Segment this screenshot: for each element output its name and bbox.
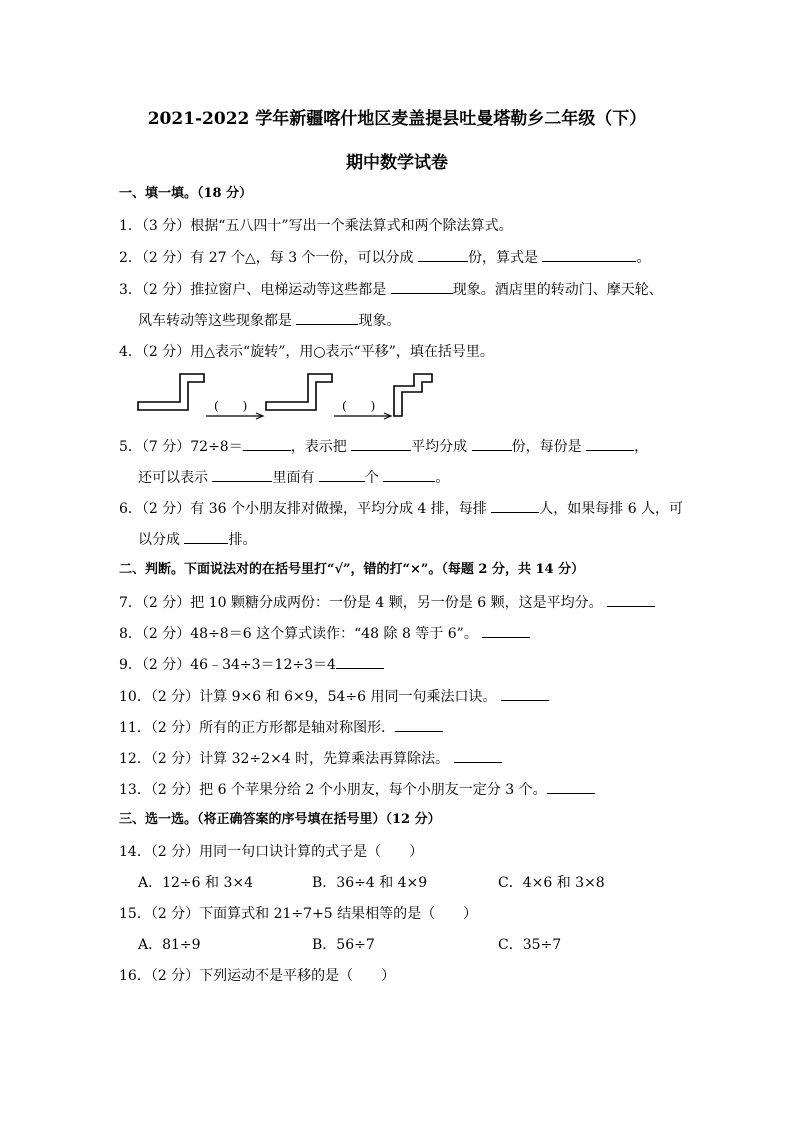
- paren-2: ( ): [342, 399, 376, 413]
- answer-blank[interactable]: [184, 529, 228, 544]
- question-4: 4．（2 分）用△表示“旋转”，用○表示“平移”，填在括号里。: [119, 344, 494, 360]
- question-10: [119, 686, 549, 707]
- answer-blank[interactable]: [501, 686, 549, 701]
- question-6-text-c: 以分成: [138, 532, 180, 548]
- shapes-figure: [136, 372, 436, 422]
- answer-blank[interactable]: [586, 436, 634, 451]
- question-6-line2: [138, 529, 256, 550]
- question-3-text-c: 风车转动等这些现象都是: [138, 313, 292, 329]
- answer-blank[interactable]: [395, 717, 443, 732]
- question-5-text-h: 个: [364, 470, 379, 486]
- question-12-text: 12．（2 分）计算 32÷2×4 时，先算乘法再算除法。: [119, 751, 450, 767]
- answer-blank[interactable]: [243, 436, 291, 451]
- question-5-text-a: 5．（7 分）72÷8＝: [119, 439, 243, 455]
- answer-blank[interactable]: [491, 498, 539, 513]
- question-6-line1: [119, 498, 683, 519]
- answer-blank[interactable]: [383, 467, 435, 482]
- answer-blank[interactable]: [319, 467, 365, 482]
- option-14-c[interactable]: C．4×6 和 3×8: [498, 875, 605, 891]
- option-15-c[interactable]: C．35÷7: [498, 937, 562, 953]
- answer-blank[interactable]: [542, 247, 636, 262]
- question-6-text-b: 人，如果每排 6 人，可: [539, 501, 684, 517]
- step-shape-2: [266, 374, 332, 410]
- question-8-text: 8．（2 分）48÷8＝6 这个算式读作：“48 除 8 等于 6”。: [119, 626, 478, 642]
- question-16: 16．（2 分）下列运动不是平移的是（ ）: [119, 968, 396, 984]
- question-2-text-a: 2．（2 分）有 27 个△，每 3 个一份，可以分成: [119, 250, 414, 266]
- question-13: [119, 779, 595, 800]
- option-14-a[interactable]: A．12÷6 和 3×4: [138, 875, 254, 891]
- answer-blank[interactable]: [212, 467, 272, 482]
- answer-blank[interactable]: [296, 310, 358, 325]
- section-2-header: 二、判断。下面说法对的在括号里打“√”，错的打“×”。（每题 2 分，共 14 分）: [119, 562, 585, 577]
- step-shape-1: [138, 374, 204, 410]
- question-6-text-d: 排。: [228, 532, 257, 548]
- question-5-text-f: 还可以表示: [138, 470, 208, 486]
- answer-blank[interactable]: [482, 623, 530, 638]
- question-7: [119, 592, 655, 613]
- question-6-text-a: 6．（2 分）有 36 个小朋友排对做操，平均分成 4 排，每排: [119, 501, 487, 517]
- question-3-line2: [138, 310, 400, 331]
- answer-blank[interactable]: [547, 779, 595, 794]
- question-5-line2: [138, 467, 449, 488]
- question-2-text-b: 份，算式是: [468, 250, 539, 266]
- section-1-header: 一、填一填。（18 分）: [119, 186, 253, 201]
- answer-blank[interactable]: [472, 436, 512, 451]
- question-8: [119, 623, 530, 644]
- question-7-text: 7．（2 分）把 10 颗糖分成两份：一份是 4 颗，另一份是 6 颗，这是平均分。: [119, 595, 603, 611]
- section-3-header: 三、选一选。（将正确答案的序号填在括号里）（12 分）: [119, 812, 441, 827]
- question-14: 14．（2 分）用同一句口诀计算的式子是（ ）: [119, 844, 424, 860]
- question-13-text: 13．（2 分）把 6 个苹果分给 2 个小朋友，每个小朋友一定分 3 个。: [119, 782, 547, 798]
- option-15-b[interactable]: B．56÷7: [312, 937, 375, 953]
- page-title: 2021-2022 学年新疆喀什地区麦盖提县吐曼塔勒乡二年级（下）: [147, 109, 647, 129]
- question-5-text-i: 。: [435, 470, 450, 486]
- question-11-text: 11．（2 分）所有的正方形都是轴对称图形．: [119, 720, 396, 736]
- question-1: 1．（3 分）根据“五八四十”写出一个乘法算式和两个除法算式。: [119, 218, 513, 234]
- question-5-text-e: ，: [634, 439, 649, 455]
- option-14-b[interactable]: B．36÷4 和 4×9: [312, 875, 428, 891]
- answer-blank[interactable]: [607, 592, 655, 607]
- question-3-text-d: 现象。: [358, 313, 401, 329]
- question-9: [119, 654, 384, 675]
- question-9-text: 9．（2 分）46﹣34÷3＝12÷3＝4: [119, 657, 336, 673]
- step-shape-3: [394, 374, 432, 416]
- paren-1: ( ): [214, 399, 248, 413]
- page-subtitle: 期中数学试卷: [346, 153, 448, 173]
- question-5-line1: [119, 436, 648, 457]
- question-15: 15．（2 分）下面算式和 21÷7+5 结果相等的是（ ）: [119, 906, 478, 922]
- question-5-text-d: 份，每份是: [511, 439, 582, 455]
- answer-blank[interactable]: [418, 247, 468, 262]
- question-5-text-c: 平均分成: [411, 439, 468, 455]
- question-10-text: 10．（2 分）计算 9×6 和 6×9，54÷6 用同一句乘法口诀。: [119, 689, 497, 705]
- question-5-text-b: ，表示把: [290, 439, 347, 455]
- answer-blank[interactable]: [454, 748, 502, 763]
- question-2: [119, 247, 650, 268]
- option-15-a[interactable]: A．81÷9: [138, 937, 201, 953]
- question-3-text-a: 3．（2 分）推拉窗户、电梯运动等这些都是: [119, 282, 387, 298]
- question-3-text-b: 现象。酒店里的转动门、摩天轮、: [452, 282, 663, 298]
- question-12: [119, 748, 502, 769]
- question-11: [119, 717, 443, 738]
- answer-blank[interactable]: [336, 654, 384, 669]
- answer-blank[interactable]: [391, 279, 453, 294]
- answer-blank[interactable]: [351, 436, 411, 451]
- question-2-text-c: 。: [636, 250, 651, 266]
- question-3-line1: [119, 279, 663, 300]
- question-5-text-g: 里面有: [272, 470, 315, 486]
